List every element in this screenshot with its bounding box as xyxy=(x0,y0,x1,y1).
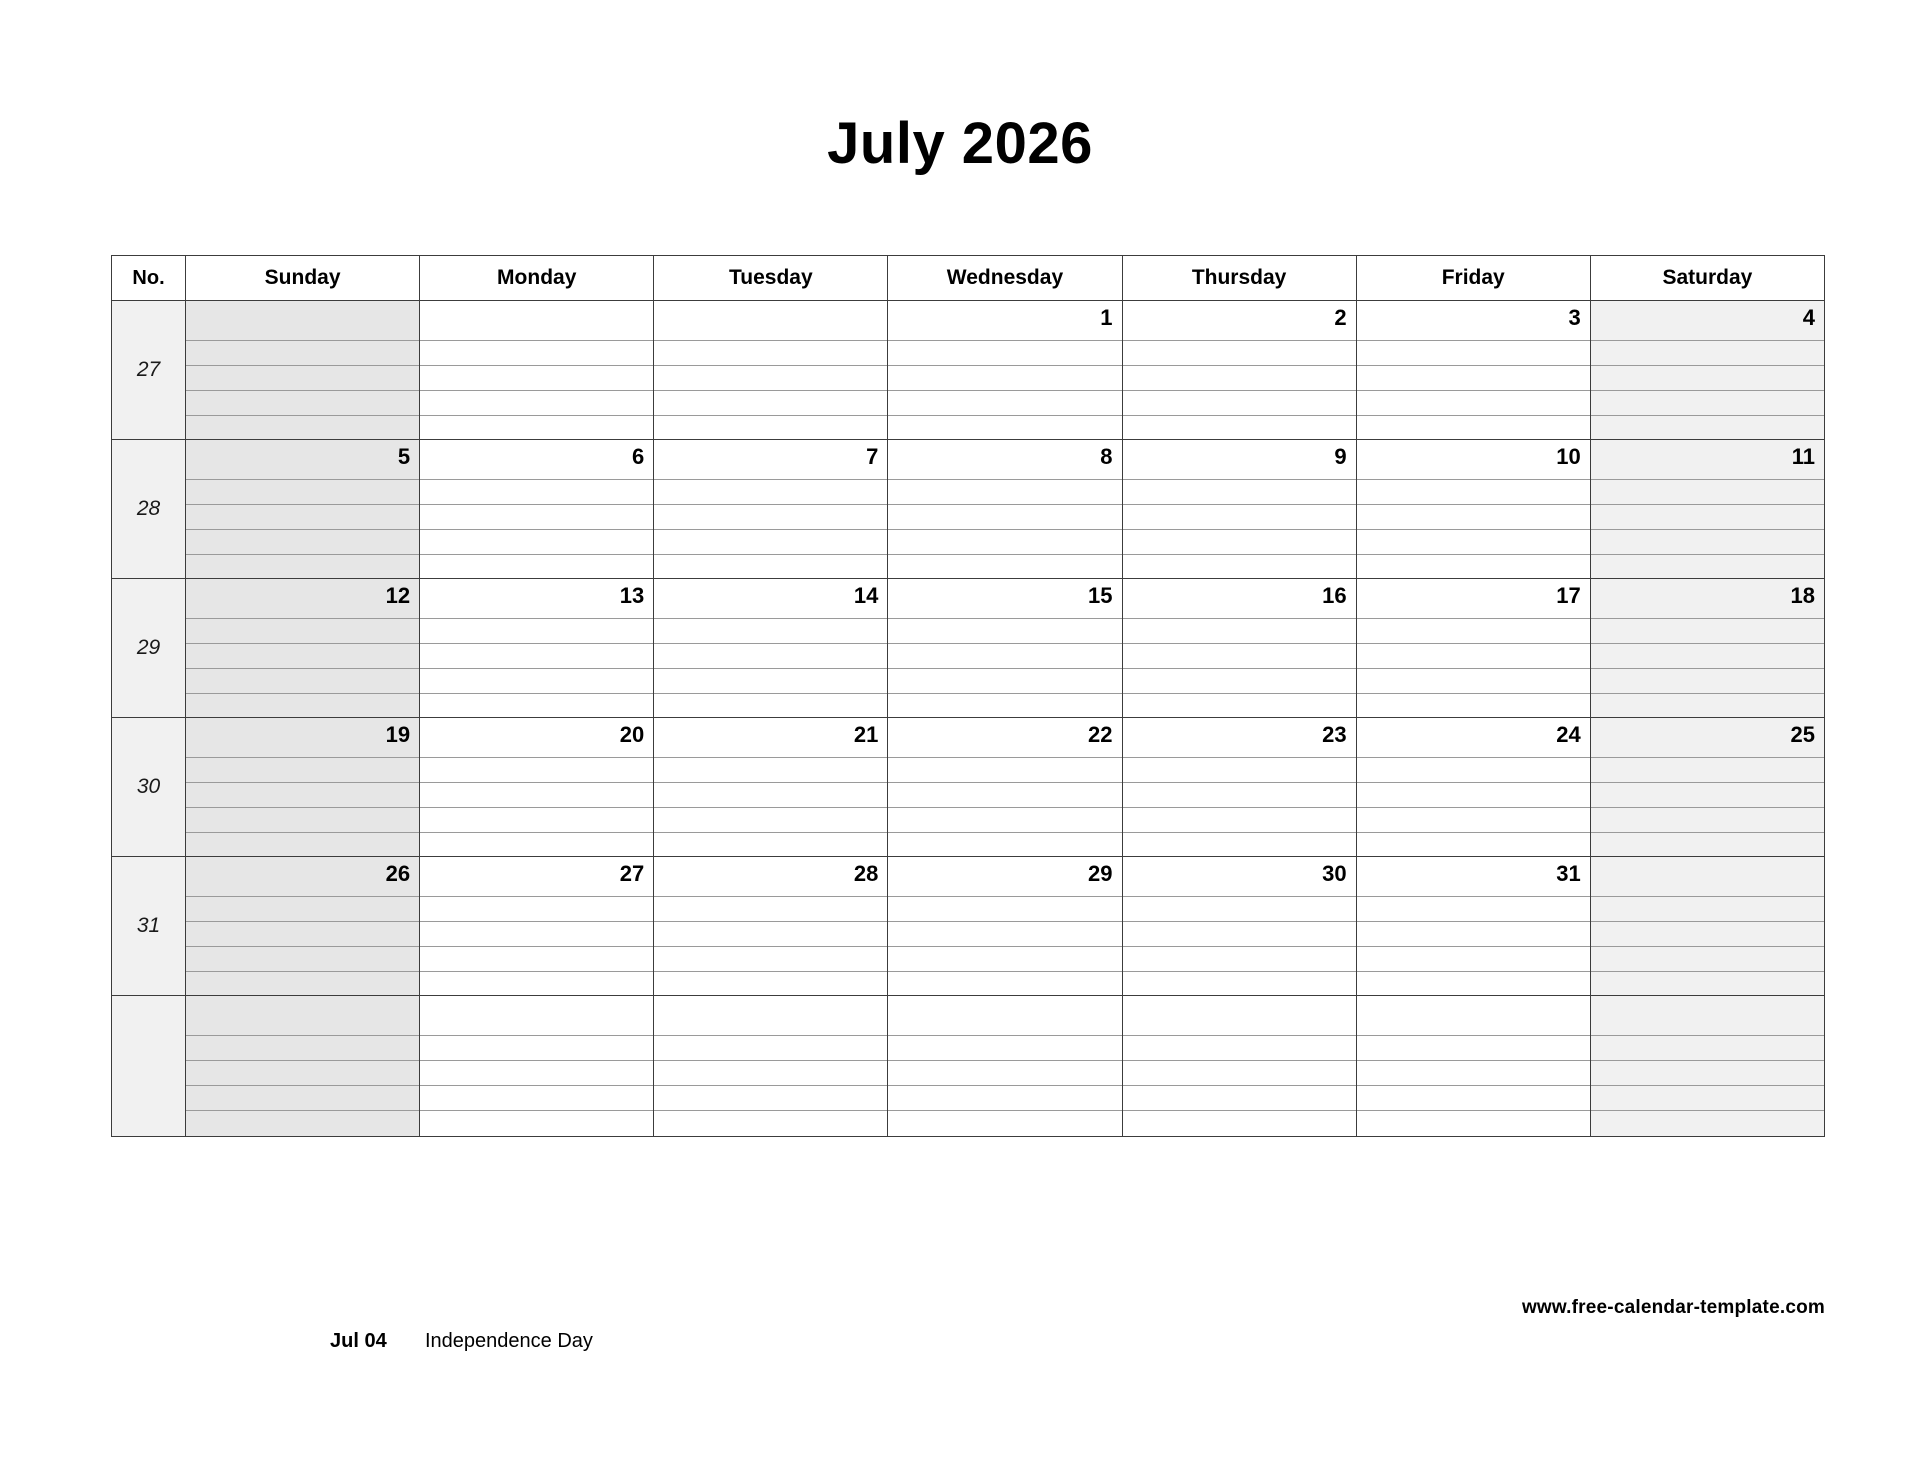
day-number: 7 xyxy=(866,444,879,469)
day-number: 23 xyxy=(1322,722,1347,747)
day-cell[interactable] xyxy=(1590,857,1824,996)
holiday-date: Jul 04 xyxy=(330,1330,387,1352)
holiday-item xyxy=(330,1330,593,1353)
day-number: 26 xyxy=(385,861,411,886)
day-number: 11 xyxy=(1791,444,1815,469)
day-cell[interactable] xyxy=(1590,718,1824,857)
write-in-lines xyxy=(1123,440,1356,578)
calendar-week-row xyxy=(112,579,1825,718)
write-in-lines xyxy=(1357,996,1590,1136)
column-header-sunday: Sunday xyxy=(186,256,420,301)
write-in-lines xyxy=(1357,301,1590,439)
day-number: 8 xyxy=(1100,444,1113,469)
write-in-lines xyxy=(420,857,653,995)
write-in-lines xyxy=(654,996,887,1136)
write-in-lines xyxy=(186,718,419,856)
calendar-week-row xyxy=(112,996,1825,1137)
column-header-no: No. xyxy=(112,256,186,301)
day-cell[interactable] xyxy=(420,718,654,857)
write-in-lines xyxy=(888,996,1121,1136)
day-cell[interactable] xyxy=(186,718,420,857)
day-cell[interactable] xyxy=(1122,857,1356,996)
day-cell[interactable] xyxy=(1356,718,1590,857)
day-cell[interactable] xyxy=(888,440,1122,579)
day-number: 2 xyxy=(1334,305,1347,330)
calendar-week-row xyxy=(112,857,1825,996)
calendar-header-row xyxy=(112,256,1825,301)
column-header-saturday: Saturday xyxy=(1590,256,1824,301)
day-cell[interactable] xyxy=(654,301,888,440)
day-cell[interactable] xyxy=(420,440,654,579)
day-cell[interactable] xyxy=(1356,440,1590,579)
day-cell[interactable] xyxy=(1590,996,1824,1137)
day-cell[interactable] xyxy=(1122,579,1356,718)
day-number: 20 xyxy=(619,722,645,747)
day-number: 12 xyxy=(385,583,411,608)
day-number: 18 xyxy=(1790,583,1815,608)
day-number: 29 xyxy=(1088,861,1113,886)
day-cell[interactable] xyxy=(1356,857,1590,996)
day-number: 28 xyxy=(853,861,879,886)
day-cell[interactable] xyxy=(1122,440,1356,579)
write-in-lines xyxy=(186,996,419,1136)
day-number: 5 xyxy=(397,444,411,469)
day-number: 19 xyxy=(385,722,411,747)
write-in-lines xyxy=(654,579,887,717)
day-cell[interactable] xyxy=(186,301,420,440)
calendar-week-row xyxy=(112,440,1825,579)
write-in-lines xyxy=(1123,301,1356,439)
write-in-lines xyxy=(1357,857,1590,995)
write-in-lines xyxy=(888,301,1121,439)
day-number: 15 xyxy=(1088,583,1113,608)
day-cell[interactable] xyxy=(186,440,420,579)
day-cell[interactable] xyxy=(420,301,654,440)
week-number: 29 xyxy=(112,579,186,718)
day-number: 24 xyxy=(1556,722,1581,747)
day-number: 25 xyxy=(1790,722,1815,747)
day-number: 3 xyxy=(1568,305,1581,330)
day-number: 16 xyxy=(1322,583,1347,608)
day-number: 30 xyxy=(1322,861,1347,886)
write-in-lines xyxy=(420,440,653,578)
day-number: 10 xyxy=(1556,444,1581,469)
day-cell[interactable] xyxy=(186,579,420,718)
write-in-lines xyxy=(1123,718,1356,856)
write-in-lines xyxy=(186,579,419,717)
write-in-lines xyxy=(1123,857,1356,995)
write-in-lines xyxy=(1123,579,1356,717)
column-header-monday: Monday xyxy=(420,256,654,301)
day-cell[interactable] xyxy=(654,857,888,996)
write-in-lines xyxy=(1357,440,1590,578)
day-number: 13 xyxy=(619,583,645,608)
column-header-tuesday: Tuesday xyxy=(654,256,888,301)
calendar-week-row xyxy=(112,301,1825,440)
week-number xyxy=(112,996,186,1137)
day-cell[interactable] xyxy=(1590,301,1824,440)
column-header-friday: Friday xyxy=(1356,256,1590,301)
week-number: 31 xyxy=(112,857,186,996)
write-in-lines xyxy=(654,718,887,856)
column-header-thursday: Thursday xyxy=(1122,256,1356,301)
write-in-lines xyxy=(654,440,887,578)
write-in-lines xyxy=(654,301,887,439)
write-in-lines xyxy=(1591,301,1824,439)
day-cell[interactable] xyxy=(1122,996,1356,1137)
write-in-lines xyxy=(186,440,419,578)
week-number: 28 xyxy=(112,440,186,579)
write-in-lines xyxy=(1591,857,1824,995)
day-cell[interactable] xyxy=(1356,301,1590,440)
write-in-lines xyxy=(888,579,1121,717)
day-number: 14 xyxy=(853,583,879,608)
day-cell[interactable] xyxy=(654,440,888,579)
day-number: 27 xyxy=(619,861,645,886)
calendar-week-row xyxy=(112,718,1825,857)
day-cell[interactable] xyxy=(888,996,1122,1137)
day-cell[interactable] xyxy=(888,718,1122,857)
day-number: 21 xyxy=(853,722,879,747)
holiday-list xyxy=(330,1330,593,1357)
day-cell[interactable] xyxy=(186,996,420,1137)
write-in-lines xyxy=(420,301,653,439)
write-in-lines xyxy=(186,301,419,439)
day-number: 31 xyxy=(1556,861,1581,886)
week-number: 27 xyxy=(112,301,186,440)
website-credit: www.free-calendar-template.com xyxy=(1521,1297,1825,1318)
write-in-lines xyxy=(1357,718,1590,856)
page-title: July 2026 xyxy=(827,111,1093,176)
day-cell[interactable] xyxy=(1356,996,1590,1137)
calendar-table xyxy=(111,255,1825,1137)
write-in-lines xyxy=(888,440,1121,578)
day-cell[interactable] xyxy=(420,857,654,996)
write-in-lines xyxy=(1591,440,1824,578)
write-in-lines xyxy=(1357,579,1590,717)
column-header-wednesday: Wednesday xyxy=(888,256,1122,301)
write-in-lines xyxy=(420,579,653,717)
day-number: 9 xyxy=(1334,444,1347,469)
write-in-lines xyxy=(1591,718,1824,856)
day-number: 4 xyxy=(1802,305,1815,330)
week-number: 30 xyxy=(112,718,186,857)
day-number: 6 xyxy=(632,444,645,469)
write-in-lines xyxy=(420,718,653,856)
day-number: 17 xyxy=(1556,583,1581,608)
write-in-lines xyxy=(1123,996,1356,1136)
write-in-lines xyxy=(1591,996,1824,1136)
day-cell[interactable] xyxy=(654,579,888,718)
day-cell[interactable] xyxy=(1122,718,1356,857)
write-in-lines xyxy=(888,718,1121,856)
day-cell[interactable] xyxy=(654,718,888,857)
day-cell[interactable] xyxy=(888,579,1122,718)
day-number: 22 xyxy=(1088,722,1113,747)
day-cell[interactable] xyxy=(888,301,1122,440)
write-in-lines xyxy=(888,857,1121,995)
write-in-lines xyxy=(186,857,419,995)
write-in-lines xyxy=(420,996,653,1136)
write-in-lines xyxy=(1591,579,1824,717)
day-cell[interactable] xyxy=(1590,440,1824,579)
day-cell[interactable] xyxy=(1122,301,1356,440)
day-cell[interactable] xyxy=(888,857,1122,996)
day-cell[interactable] xyxy=(654,996,888,1137)
calendar-grid xyxy=(111,255,1825,1137)
day-cell[interactable] xyxy=(420,579,654,718)
holiday-name: Independence Day xyxy=(425,1330,593,1352)
day-cell[interactable] xyxy=(1356,579,1590,718)
day-cell[interactable] xyxy=(1590,579,1824,718)
day-cell[interactable] xyxy=(420,996,654,1137)
day-number: 1 xyxy=(1100,305,1113,330)
day-cell[interactable] xyxy=(186,857,420,996)
write-in-lines xyxy=(654,857,887,995)
